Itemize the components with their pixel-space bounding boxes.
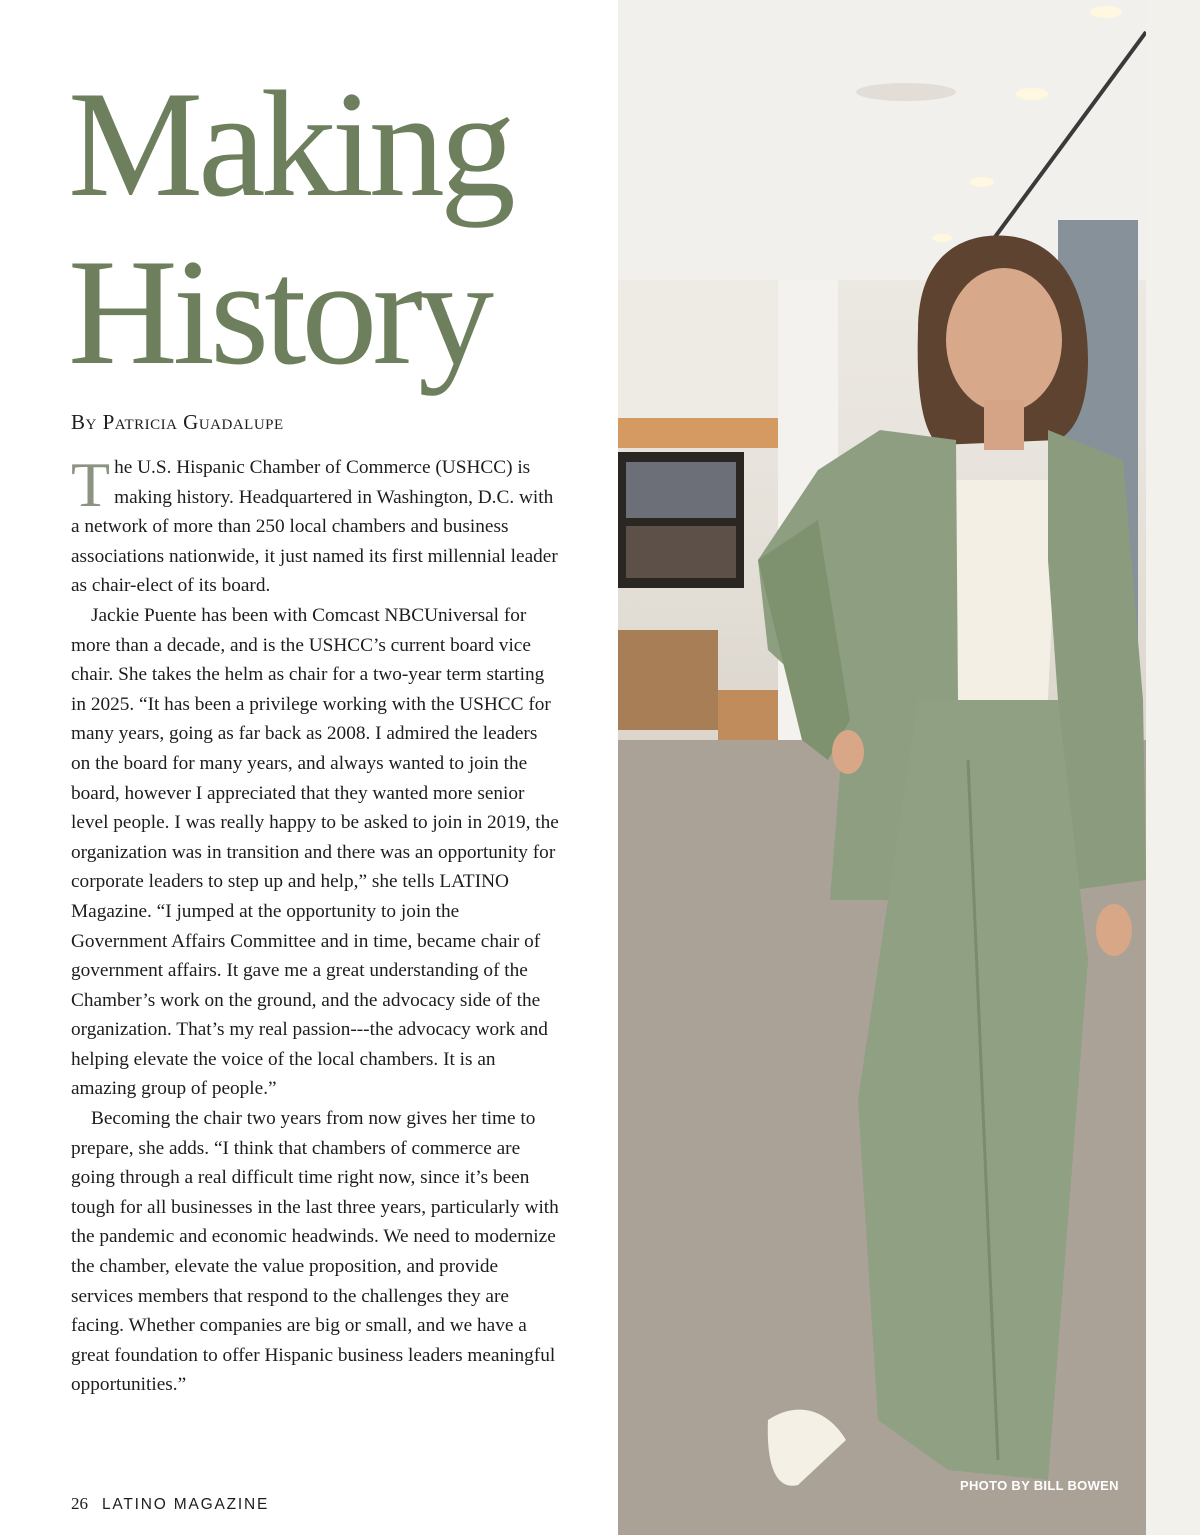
wood-band <box>618 418 778 448</box>
hand <box>1096 904 1132 956</box>
paragraph-2: Jackie Puente has been with Comcast NBCUniversal for more than a decade, and is the USHCC’s current board vice chair. She takes the helm as chair for a two-year term starting in 2025. “It has been a privilege working with the USHCC for many years, going as far back as 2008. I admired the leaders on the board for many years, and always wanted to join the board, however I appreciated that they wanted more senior level people. I was really happy to be asked to join in 2019, the organization was in transition and there was an opportunity for corporate leaders to step up and help,” she tells LATINO Magazine. “I jumped at the opportunity to join the Government Affairs Committee and in time, became chair of government affairs. It gave me a great understanding of the Chamber’s work on the ground, and the advocacy side of the organization. That’s my real passion---the advocacy work and helping elevate the voice of the local chambers. It is an amazing group of people.” <box>71 604 559 1100</box>
ceiling-light <box>970 177 994 187</box>
magazine-name: LATINO MAGAZINE <box>102 1496 270 1513</box>
page-footer <box>71 1494 269 1514</box>
ceiling-light <box>1016 88 1048 100</box>
article-body <box>71 449 559 1400</box>
ceiling-light <box>1090 6 1122 18</box>
drop-cap: T <box>71 449 111 520</box>
lounge-chair <box>618 630 718 730</box>
page-number: 26 <box>71 1494 88 1513</box>
paragraph-1-text: he U.S. Hispanic Chamber of Commerce (USHCC) is making history. Headquartered in Washington, D.C. with a network of more than 250 local chambers and business associations nationwide, it just named its first millennial leader as chair-elect of its board. <box>71 457 558 597</box>
tv-image <box>626 462 736 518</box>
tv-image <box>626 526 736 578</box>
headline-line-1: Making <box>68 60 511 228</box>
photo-credit: PHOTO BY BILL BOWEN <box>960 1478 1119 1493</box>
photo-illustration <box>618 0 1200 1535</box>
headline <box>68 60 608 396</box>
portrait-photo <box>618 0 1200 1535</box>
byline: By Patricia Guadalupe <box>71 410 284 434</box>
side-table <box>718 690 778 740</box>
hand <box>832 730 864 774</box>
ceiling-light <box>856 83 956 101</box>
neck <box>984 400 1024 450</box>
paragraph-1 <box>71 449 559 601</box>
paragraph-3: Becoming the chair two years from now gives her time to prepare, she adds. “I think that chambers of commerce are going through a real difficult time right now, since it’s been tough for all businesses in the last three years, particularly with the pandemic and economic headwinds. We need to modernize the chamber, elevate the value proposition, and provide services members that respond to the challenges they are facing. Whether companies are big or small, and we have a great foundation to offer Hispanic business leaders meaningful opportunities.” <box>71 1108 559 1396</box>
pillar <box>1146 0 1200 1535</box>
headline-line-2: History <box>68 228 489 396</box>
ceiling-light <box>932 234 952 242</box>
face <box>946 268 1062 412</box>
